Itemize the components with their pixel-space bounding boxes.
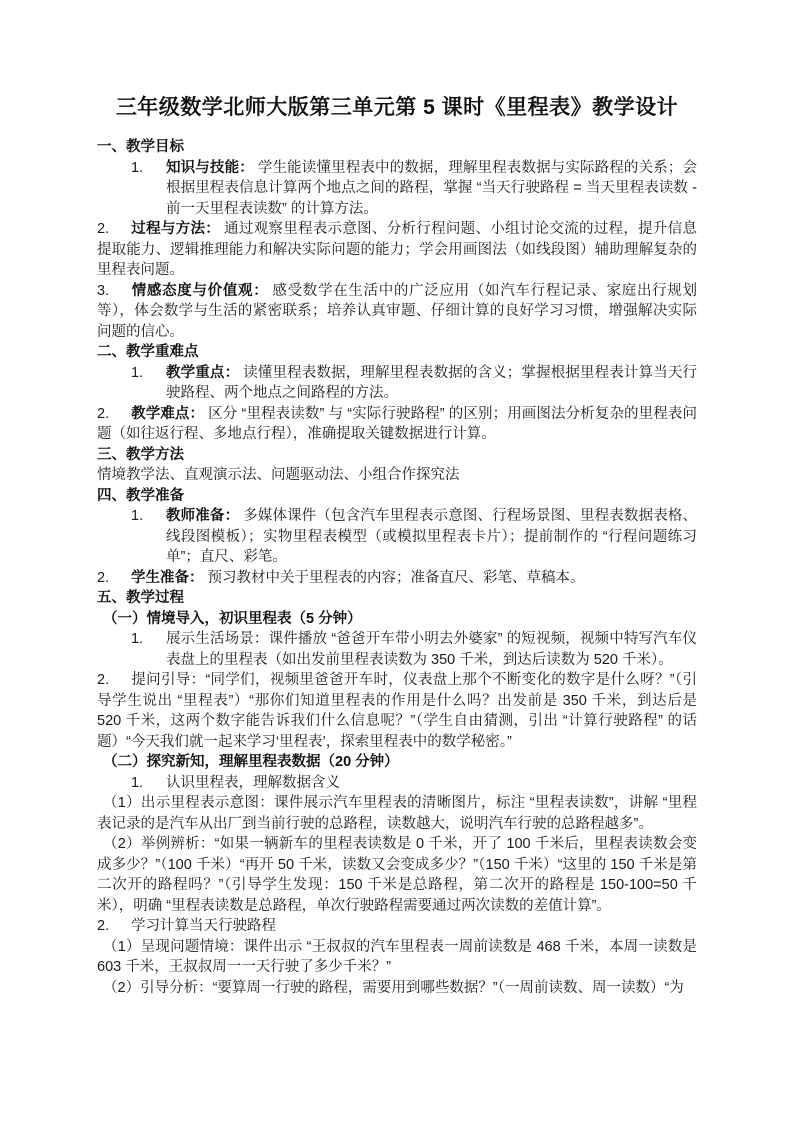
list-number: 2. [97,405,110,422]
section-heading [97,486,697,507]
list-item [97,629,697,670]
paragraph-text: （二）探究新知，理解里程表数据（20 分钟） [103,754,399,770]
list-item [97,158,697,220]
section-heading [97,342,697,363]
step-paragraph [97,793,697,834]
paragraph-text: 感受数学在生活中的广泛应用（如汽车行程记录、家庭出行规划等），体会数学与生活的紧密联系；培养认真审题、仔细计算的良好学习习惯，增强解决实际问题的信心。 [97,282,698,340]
list-item [97,281,697,343]
paragraph [97,465,697,486]
paragraph-text: （一）情境导入，初识里程表（5 分钟） [103,610,362,627]
section-heading [97,445,697,466]
list-number: 1. [131,508,144,524]
paragraph-text: 通过观察里程表示意图、分析行程问题、小组讨论交流的过程，提升信息提取能力、逻辑推理能力和解决实际问题的能力；学会用画图法（如线段图）辅助理解复杂的里程表问题。 [97,221,698,278]
section-heading [97,137,697,158]
paragraph-text: （2）举例辨析：“如果一辆新车的里程表读数是 0 千米，开了 100 千米后，里程表读数会变成多少？”（100 千米）“再开 50 千米，读数又会变成多少？”（150 千米）“这里的 150 千米是第二次开的路程吗？”（引导学生发现：150 千米是总路程，第二次开的路程是 150-100=50 千米），明确 “里程表读数是总路程，单次行驶路程需要通过两次读数的差值计算”。 [97,836,697,914]
paragraph-text: 一、教学目标 [97,139,184,155]
paragraph-text: 二、教学重难点 [97,344,199,360]
document-title: 三年级数学北师大版第三单元第 5 课时《里程表》教学设计 [115,96,679,119]
paragraph-text: 五、教学过程 [97,590,184,606]
paragraph-text: 认识里程表，理解数据含义 [166,774,340,791]
document-body [97,137,697,998]
paragraph-text: 展示生活场景：课件播放 “爸爸开车带小明去外婆家” 的短视频，视频中特写汽车仪表盘上的里程表（如出发前里程表读数为 350 千米，到达后读数为 520 千米）。 [166,631,697,668]
list-item [97,568,697,589]
paragraph-text: 提问引导：“同学们，视频里爸爸开车时，仪表盘上那个不断变化的数字是什么呀？”（引导学生说出 “里程表”）“那你们知道里程表的作用是什么吗？出发前是 350 千米，到达后是 520 千米，这两个数字能告诉我们什么信息呢？”（学生自由猜测，引出 “计算行驶路程” 的话题）“今天我们就一起来学习‘里程表’，探索里程表中的数学秘密。” [97,672,697,750]
bold-label: 教师准备： [166,508,240,524]
list-number: 1. [131,774,144,791]
step-paragraph [97,937,697,978]
paragraph-text: （1）出示里程表示意图：课件展示汽车里程表的清晰图片，标注 “里程表读数”，讲解 “里程表记录的是汽车从出厂到当前行驶的总路程，读数越大，说明汽车行驶的总路程越多”。 [97,795,697,832]
list-number: 2. [97,569,110,586]
paragraph-text: 学生能读懂里程表中的数据，理解里程表数据与实际路程的关系；会根据里程表信息计算两个地点之间的路程，掌握 “当天行驶路程 = 当天里程表读数 - 前一天里程表读数” 的计算方法。 [166,159,697,217]
list-number: 2. [97,672,110,688]
step-paragraph [97,834,697,916]
bold-label: 教学难点： [131,405,205,422]
bold-label: 过程与方法： [131,221,221,237]
paragraph-text: 区分 “里程表读数” 与 “实际行驶路程” 的区别；用画图法分析复杂的里程表问题（如往返行程、多地点行程），准确提取关键数据进行计算。 [97,405,697,442]
paragraph-text: 四、教学准备 [97,487,184,504]
bold-label: 情感态度与价值观： [131,282,269,299]
list-item [97,916,697,937]
bold-label: 知识与技能： [166,159,254,176]
list-number: 2. [97,918,110,934]
paragraph-text: （2）引导分析：“要算周一行驶的路程，需要用到哪些数据？”（一周前读数、周一读数）“为 [103,979,684,996]
step-paragraph [97,978,697,999]
list-item [97,363,697,404]
section-heading [97,588,697,609]
bold-label: 学生准备： [131,569,204,586]
list-number: 1. [131,159,144,176]
paragraph-text: 情境教学法、直观演示法、问题驱动法、小组合作探究法 [97,467,460,483]
list-item [97,404,697,445]
bold-label: 教学重点： [166,364,240,381]
list-item [97,670,697,752]
list-number: 3. [97,282,110,299]
paragraph-text: （1）呈现问题情境：课件出示 “王叔叔的汽车里程表一周前读数是 468 千米，本周一读数是 603 千米，王叔叔周一一天行驶了多少千米？” [97,938,697,975]
paragraph-text: 三、教学方法 [97,446,184,463]
list-number: 2. [97,221,110,237]
list-item [97,219,697,281]
list-number: 1. [131,631,144,647]
list-number: 1. [131,364,144,381]
list-item [97,506,697,568]
paragraph-text: 预习教材中关于里程表的内容；准备直尺、彩笔、草稿本。 [207,569,585,586]
paragraph-text: 多媒体课件（包含汽车里程表示意图、行程场景图、里程表数据表格、线段图模板）；实物里程表模型（或模拟里程表卡片）；提前制作的 “行程问题练习单”；直尺、彩笔。 [166,508,698,565]
list-item [97,773,697,794]
paragraph-text: 学习计算当天行驶路程 [131,918,276,934]
subsection-heading [97,752,697,773]
subsection-heading [97,609,697,630]
paragraph-text: 读懂里程表数据，理解里程表数据的含义；掌握根据里程表计算当天行驶路程、两个地点之间路程的方法。 [166,364,698,401]
